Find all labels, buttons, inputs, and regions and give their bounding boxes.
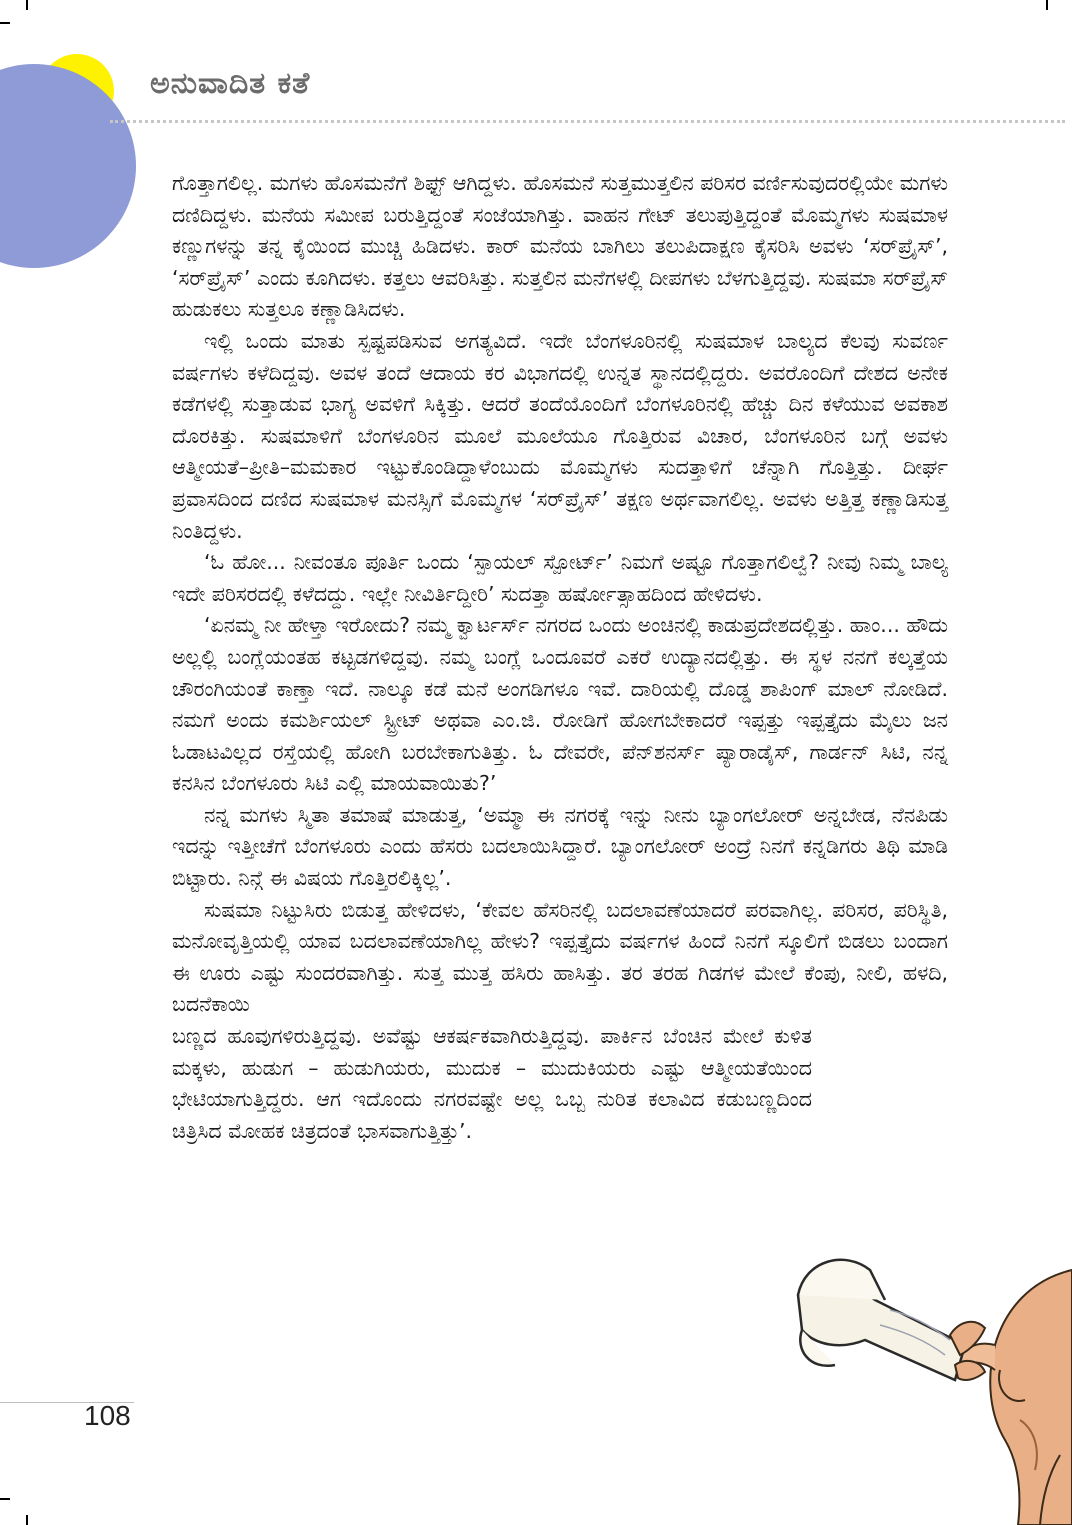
- hand-holding-torn-paper-illustration: [790, 1240, 1072, 1525]
- paragraph: ಇಲ್ಲಿ ಒಂದು ಮಾತು ಸ್ಪಷ್ಟಪಡಿಸುವ ಅಗತ್ಯವಿದೆ. ಇದೇ ಬೆಂಗಳೂರಿನಲ್ಲಿ ಸುಷಮಾಳ ಬಾಲ್ಯದ ಕೆಲವು ಸುವರ್ಣ ವರ್ಷಗಳು ಕಳೆದಿದ್ದವು. ಅವಳ ತಂದೆ ಆದಾಯ ಕರ ವಿಭಾಗದಲ್ಲಿ ಉನ್ನತ ಸ್ಥಾನದಲ್ಲಿದ್ದರು. ಅವರೊಂದಿಗೆ ದೇಶದ ಅನೇಕ ಕಡೆಗಳಲ್ಲಿ ಸುತ್ತಾಡುವ ಭಾಗ್ಯ ಅವಳಿಗೆ ಸಿಕ್ಕಿತ್ತು. ಆದರೆ ತಂದೆಯೊಂದಿಗೆ ಬೆಂಗಳೂರಿನಲ್ಲಿ ಹೆಚ್ಚು ದಿನ ಕಳೆಯುವ ಅವಕಾಶ ದೊರಕಿತ್ತು. ಸುಷಮಾಳಿಗೆ ಬೆಂಗಳೂರಿನ ಮೂಲೆ ಮೂಲೆಯೂ ಗೊತ್ತಿರುವ ವಿಚಾರ, ಬೆಂಗಳೂರಿನ ಬಗ್ಗೆ ಅವಳು ಆತ್ಮೀಯತೆ–ಪ್ರೀತಿ–ಮಮಕಾರ ಇಟ್ಟುಕೊಂಡಿದ್ದಾಳೆಂಬುದು ಮೊಮ್ಮಗಳು ಸುದತ್ತಾಳಿಗೆ ಚೆನ್ನಾಗಿ ಗೊತ್ತಿತ್ತು. ದೀರ್ಘ ಪ್ರವಾಸದಿಂದ ದಣಿದ ಸುಷಮಾಳ ಮನಸ್ಸಿಗೆ ಮೊಮ್ಮಗಳ ‘ಸರ್‌ಪ್ರೈಸ್’ ತಕ್ಷಣ ಅರ್ಥವಾಗಲಿಲ್ಲ. ಅವಳು ಅತ್ತಿತ್ತ ಕಣ್ಣಾಡಿಸುತ್ತ ನಿಂತಿದ್ದಳು.: [172, 328, 948, 543]
- paragraph: ‘ಏನಮ್ಮ ನೀ ಹೇಳ್ತಾ ಇರೋದು? ನಮ್ಮ ಕ್ವಾರ್ಟರ್ಸ್ ನಗರದ ಒಂದು ಅಂಚಿನಲ್ಲಿ ಕಾಡುಪ್ರದೇಶದಲ್ಲಿತ್ತು. ಹಾಂ... ಹೌದು ಅಲ್ಲಲ್ಲಿ ಬಂಗ್ಲೆಯಂತಹ ಕಟ್ಟಡಗಳಿದ್ದವು. ನಮ್ಮ ಬಂಗ್ಲೆ ಒಂದೂವರೆ ಎಕರೆ ಉದ್ಯಾನದಲ್ಲಿತ್ತು. ಈ ಸ್ಥಳ ನನಗೆ ಕಲ್ಕತ್ತೆಯ ಚೌರಂಗಿಯಂತೆ ಕಾಣ್ತಾ ಇದೆ. ನಾಲ್ಕೂ ಕಡೆ ಮನೆ ಅಂಗಡಿಗಳೂ ಇವೆ. ದಾರಿಯಲ್ಲಿ ದೊಡ್ಡ ಶಾಪಿಂಗ್ ಮಾಲ್ ನೋಡಿದೆ. ನಮಗೆ ಅಂದು ಕಮರ್ಶಿಯಲ್ ಸ್ಟ್ರೀಟ್ ಅಥವಾ ಎಂ.ಜಿ. ರೋಡಿಗೆ ಹೋಗಬೇಕಾದರೆ ಇಪ್ಪತ್ತು ಇಪ್ಪತ್ತೈದು ಮೈಲು ಜನ ಓಡಾಟವಿಲ್ಲದ ರಸ್ತೆಯಲ್ಲಿ ಹೋಗಿ ಬರಬೇಕಾಗುತಿತ್ತು. ಓ ದೇವರೇ, ಪೆನ್‌ಶನರ್ಸ್ ಪ್ಯಾರಾಡೈಸ್, ಗಾರ್ಡನ್ ಸಿಟಿ, ನನ್ನ ಕನಸಿನ ಬೆಂಗಳೂರು ಸಿಟಿ ಎಲ್ಲಿ ಮಾಯವಾಯಿತು?’: [172, 613, 948, 796]
- crop-mark: [0, 1498, 10, 1500]
- paragraph: ಬಣ್ಣದ ಹೂವುಗಳಿರುತ್ತಿದ್ದವು. ಅವೆಷ್ಟು ಆಕರ್ಷಕವಾಗಿರುತ್ತಿದ್ದವು. ಪಾರ್ಕಿನ ಬೆಂಚಿನ ಮೇಲೆ ಕುಳಿತ ಮಕ್ಕಳು, ಹುಡುಗ – ಹುಡುಗಿಯರು, ಮುದುಕ – ಮುದುಕಿಯರು ಎಷ್ಟು ಆತ್ಮೀಯತೆಯಿಂದ ಭೇಟಿಯಾಗುತ್ತಿದ್ದರು. ಆಗ ಇದೊಂದು ನಗರವಷ್ಟೇ ಅಲ್ಲ ಒಬ್ಬ ನುರಿತ ಕಲಾವಿದ ಕಡುಬಣ್ಣದಿಂದ ಚಿತ್ರಿಸಿದ ಮೋಹಕ ಚಿತ್ರದಂತೆ ಭಾಸವಾಗುತ್ತಿತ್ತು’.: [172, 1024, 812, 1143]
- paragraph: ನನ್ನ ಮಗಳು ಸ್ಮಿತಾ ತಮಾಷೆ ಮಾಡುತ್ತ, ‘ಅಮ್ಮಾ ಈ ನಗರಕ್ಕೆ ಇನ್ನು ನೀನು ಬ್ಯಾಂಗಲೋರ್ ಅನ್ನಬೇಡ, ನೆನಪಿಡು ಇದನ್ನು ಇತ್ತೀಚೆಗೆ ಬೆಂಗಳೂರು ಎಂದು ಹೆಸರು ಬದಲಾಯಿಸಿದ್ದಾರೆ. ಬ್ಯಾಂಗಲೋರ್ ಅಂದ್ರೆ ನಿನಗೆ ಕನ್ನಡಿಗರು ತಿಥಿ ಮಾಡಿ ಬಿಟ್ಟಾರು. ನಿನ್ಗೆ ಈ ವಿಷಯ ಗೊತ್ತಿರಲಿಕ್ಕಿಲ್ಲ’.: [172, 802, 948, 891]
- header-dotted-rule: [110, 120, 1065, 123]
- crop-mark: [1046, 0, 1048, 10]
- crop-mark: [26, 1515, 28, 1525]
- page-number: 108: [84, 1400, 131, 1431]
- section-title: ಅನುವಾದಿತ ಕತೆ: [150, 66, 311, 101]
- paragraph: ಗೊತ್ತಾಗಲಿಲ್ಲ. ಮಗಳು ಹೊಸಮನೆಗೆ ಶಿಫ್ಟ್ ಆಗಿದ್ದಳು. ಹೊಸಮನೆ ಸುತ್ತಮುತ್ತಲಿನ ಪರಿಸರ ವರ್ಣಿಸುವುದರಲ್ಲಿಯೇ ಮಗಳು ದಣಿದಿದ್ದಳು. ಮನೆಯ ಸಮೀಪ ಬರುತ್ತಿದ್ದಂತೆ ಸಂಜೆಯಾಗಿತ್ತು. ವಾಹನ ಗೇಟ್ ತಲುಪುತ್ತಿದ್ದಂತೆ ಮೊಮ್ಮಗಳು ಸುಷಮಾಳ ಕಣ್ಣುಗಳನ್ನು ತನ್ನ ಕೈಯಿಂದ ಮುಚ್ಚಿ ಹಿಡಿದಳು. ಕಾರ್ ಮನೆಯ ಬಾಗಿಲು ತಲುಪಿದಾಕ್ಷಣ ಕೈಸರಿಸಿ ಅವಳು ‘ಸರ್‌ಪ್ರೈಸ್’, ‘ಸರ್‌ಪ್ರೈಸ್’ ಎಂದು ಕೂಗಿದಳು. ಕತ್ತಲು ಆವರಿಸಿತ್ತು. ಸುತ್ತಲಿನ ಮನೆಗಳಲ್ಲಿ ದೀಪಗಳು ಬೆಳಗುತ್ತಿದ್ದವು. ಸುಷಮಾ ಸರ್‌ಪ್ರೈಸ್ ಹುಡುಕಲು ಸುತ್ತಲೂ ಕಣ್ಣಾಡಿಸಿದಳು.: [172, 171, 948, 322]
- paragraph: ‘ಓ ಹೋ... ನೀವಂತೂ ಪೂರ್ತಿ ಒಂದು ‘ಸ್ಪಾಯಲ್ ಸ್ಪೋರ್ಟ್’ ನಿಮಗೆ ಅಷ್ಟೂ ಗೊತ್ತಾಗಲಿಲ್ವೆ? ನೀವು ನಿಮ್ಮ ಬಾಲ್ಯ ಇದೇ ಪರಿಸರದಲ್ಲಿ ಕಳೆದದ್ದು. ಇಲ್ಲೇ ನೀವಿರ್ತಿದ್ದೀರಿ’ ಸುದತ್ತಾ ಹರ್ಷೋತ್ಸಾಹದಿಂದ ಹೇಳಿದಳು.: [172, 550, 948, 606]
- blue-circle-decoration: [0, 64, 136, 268]
- paragraph: ಸುಷಮಾ ನಿಟ್ಟುಸಿರು ಬಿಡುತ್ತ ಹೇಳಿದಳು, ‘ಕೇವಲ ಹೆಸರಿನಲ್ಲಿ ಬದಲಾವಣೆಯಾದರೆ ಪರವಾಗಿಲ್ಲ. ಪರಿಸರ, ಪರಿಸ್ಥಿತಿ, ಮನೋವೃತ್ತಿಯಲ್ಲಿ ಯಾವ ಬದಲಾವಣೆಯಾಗಿಲ್ಲ ಹೇಳು? ಇಪ್ಪತ್ತೈದು ವರ್ಷಗಳ ಹಿಂದೆ ನಿನಗೆ ಸ್ಕೂಲಿಗೆ ಬಿಡಲು ಬಂದಾಗ ಈ ಊರು ಎಷ್ಟು ಸುಂದರವಾಗಿತ್ತು. ಸುತ್ತ ಮುತ್ತ ಹಸಿರು ಹಾಸಿತ್ತು. ತರ ತರಹ ಗಿಡಗಳ ಮೇಲೆ ಕೆಂಪು, ನೀಲಿ, ಹಳದಿ, ಬದನೆಕಾಯಿ: [172, 897, 948, 1017]
- story-body: [172, 168, 948, 1147]
- header-decoration: [0, 0, 140, 300]
